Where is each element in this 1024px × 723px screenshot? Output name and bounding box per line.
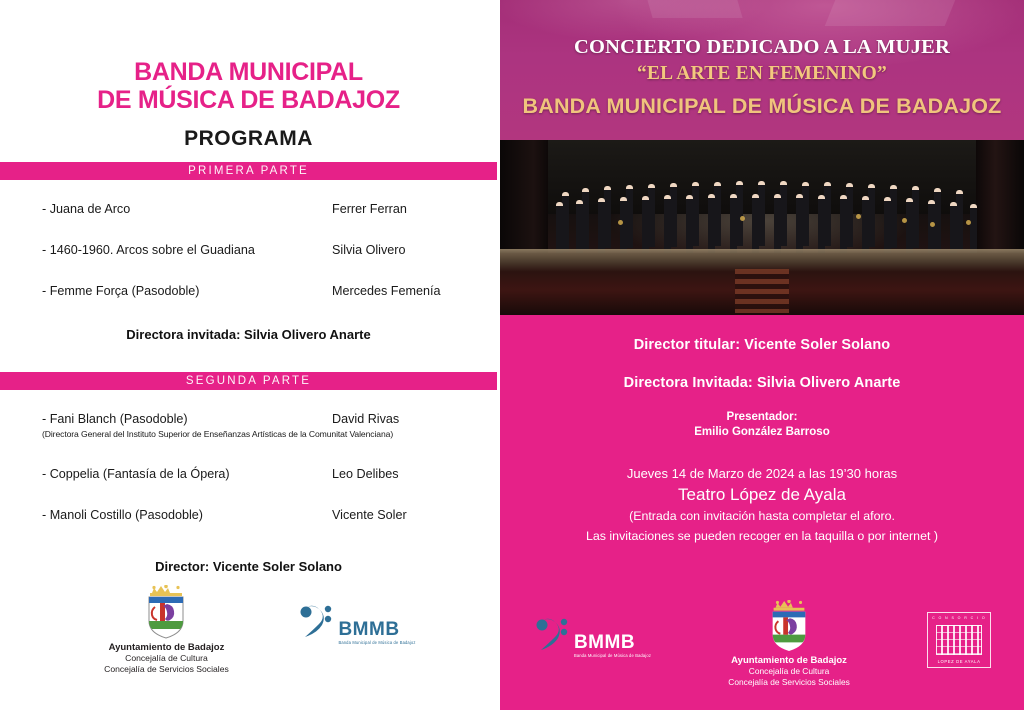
piece-name: - Femme Força (Pasodoble) — [42, 284, 200, 298]
primera-parte-conductor: Directora invitada: Silvia Olivero Anarte — [126, 327, 371, 342]
bmmb-tagline: Banda Municipal de Música de Badajoz — [573, 653, 652, 658]
piece-name: - Manoli Costillo (Pasodoble) — [42, 508, 203, 522]
program-panel — [0, 0, 497, 723]
list-item — [42, 467, 459, 481]
piece-author: Leo Delibes — [332, 467, 399, 481]
directora-invitada: Directora Invitada: Silvia Olivero Anarte — [623, 375, 901, 391]
piece-name: - Fani Blanch (Pasodoble) — [42, 412, 188, 426]
section-bar-primera-parte — [0, 162, 497, 180]
piece-name: - Juana de Arco — [42, 202, 131, 216]
event-details — [500, 438, 1024, 544]
piece-author: David Rivas — [332, 412, 400, 426]
poster-panel — [500, 0, 1024, 710]
band-title-line-2: DE MÚSICA DE BADAJOZ — [97, 86, 400, 114]
piece-author: Ferrer Ferran — [332, 202, 407, 216]
ayuntamiento-caption — [728, 655, 850, 687]
piece-name: - 1460-1960. Arcos sobre el Guadiana — [42, 243, 255, 257]
piece-author: Mercedes Femenía — [332, 284, 441, 298]
bmmb-acronym: BMMB — [573, 632, 636, 653]
badajoz-coat-of-arms-icon — [140, 585, 192, 639]
piece-author: Silvia Olivero — [332, 243, 406, 257]
bmmb-tagline: Banda Municipal de Música de Badajoz — [338, 640, 416, 645]
band-photograph — [500, 140, 1024, 315]
programa-heading: PROGRAMA — [184, 127, 313, 150]
section-bar-segunda-label: SEGUNDA PARTE — [185, 375, 312, 387]
piece-note: (Directora General del Instituto Superior de Enseñanzas Artísticas de la Comunitat Valenciana) — [42, 429, 394, 439]
bass-clef-icon — [533, 612, 573, 658]
event-note-line-2: Las invitaciones se pueden recoger en la taquilla o por internet ) — [586, 528, 938, 543]
poster-headline-2: “EL ARTE EN FEMENINO” — [636, 63, 888, 84]
consorcio-label-bottom: LOPEZ DE AYALA — [937, 659, 981, 664]
director-titular: Director titular: Vicente Soler Solano — [633, 337, 891, 353]
piece-author: Vicente Soler — [332, 508, 407, 522]
stage-steps — [735, 269, 789, 313]
poster-headline-3: BANDA MUNICIPAL DE MÚSICA DE BADAJOZ — [522, 94, 1002, 118]
left-logo-row — [0, 585, 497, 674]
right-logo-row — [500, 600, 1024, 687]
ayuntamiento-line-1: Ayuntamiento de Badajoz — [731, 655, 847, 666]
segunda-parte-conductor: Director: Vicente Soler Solano — [155, 559, 342, 574]
list-item — [42, 243, 459, 257]
ayuntamiento-line-2: Concejalía de Cultura — [125, 653, 208, 663]
list-item — [42, 508, 459, 522]
list-item — [42, 412, 459, 439]
poster-header — [500, 0, 1024, 140]
bass-clef-icon — [297, 599, 337, 645]
bmmb-logo — [533, 600, 651, 658]
presentador-label: Presentador: — [726, 411, 798, 423]
list-item — [42, 284, 459, 298]
list-item — [42, 202, 459, 216]
band-title — [0, 58, 497, 114]
primera-parte-piece-list — [0, 202, 497, 298]
ayuntamiento-logo — [709, 600, 869, 687]
piece-name: - Coppelia (Fantasía de la Ópera) — [42, 467, 230, 481]
section-bar-primera-label: PRIMERA PARTE — [188, 165, 309, 177]
segunda-parte-piece-list — [0, 412, 497, 522]
ayuntamiento-line-3: Concejalía de Servicios Sociales — [728, 676, 850, 687]
section-bar-segunda-parte — [0, 372, 497, 390]
event-date: Jueves 14 de Marzo de 2024 a las 19’30 horas — [626, 466, 898, 481]
theatre-building-icon — [936, 625, 982, 655]
badajoz-coat-of-arms-icon — [764, 600, 814, 652]
event-note-line-1: (Entrada con invitación hasta completar el aforo. — [629, 509, 895, 523]
credits-block — [500, 315, 1024, 438]
poster-headline-1: CONCIERTO DEDICADO A LA MUJER — [573, 36, 951, 58]
bmmb-acronym: BMMB — [338, 619, 400, 640]
ayuntamiento-logo — [81, 585, 251, 674]
event-venue: Teatro López de Ayala — [678, 485, 846, 504]
ayuntamiento-caption — [104, 642, 229, 674]
band-title-line-1: BANDA MUNICIPAL — [134, 58, 363, 86]
presentador-name: Emilio González Barroso — [694, 426, 830, 438]
ayuntamiento-line-2: Concejalía de Cultura — [748, 666, 830, 676]
ayuntamiento-line-3: Concejalía de Servicios Sociales — [104, 663, 229, 674]
consorcio-lopez-de-ayala-logo — [927, 612, 991, 668]
ayuntamiento-line-1: Ayuntamiento de Badajoz — [108, 642, 225, 653]
consorcio-label-top: C O N S O R C I O — [932, 616, 987, 620]
bmmb-logo — [297, 585, 415, 645]
